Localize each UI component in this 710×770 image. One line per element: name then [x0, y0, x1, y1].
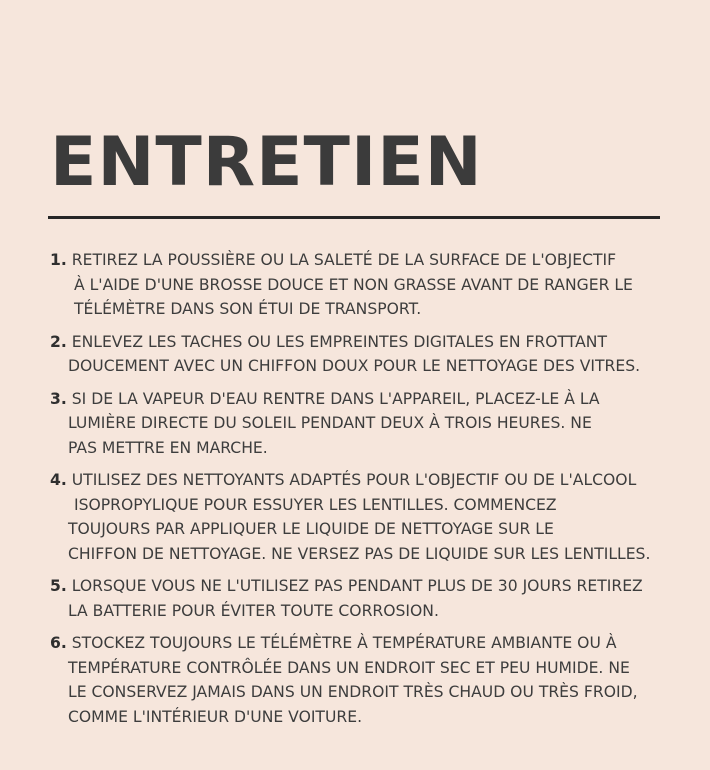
list-item-4	[50, 468, 700, 566]
item-text-line: LUMIÈRE DIRECTE DU SOLEIL PENDANT DEUX À TROIS HEURES. NE	[68, 414, 592, 432]
list-item-3	[50, 387, 700, 461]
item-number: 1.	[50, 251, 67, 269]
item-text-line: ISOPROPYLIQUE POUR ESSUYER LES LENTILLES. COMMENCEZ	[74, 495, 557, 514]
item-text-line: COMME L'INTÉRIEUR D'UNE VOITURE.	[68, 707, 363, 726]
list-item-6	[50, 631, 700, 729]
item-text-line: TÉLÉMÈTRE DANS SON ÉTUI DE TRANSPORT.	[74, 300, 422, 318]
item-text-line: TOUJOURS PAR APPLIQUER LE LIQUIDE DE NETTOYAGE SUR LE	[68, 520, 554, 538]
item-number: 2.	[50, 332, 67, 351]
item-text-line: À L'AIDE D'UNE BROSSE DOUCE ET NON GRASSE AVANT DE RANGER LE	[74, 275, 633, 294]
item-number: 6.	[50, 634, 67, 652]
item-text-line: ENLEVEZ LES TACHES OU LES EMPREINTES DIGITALES EN FROTTANT	[71, 332, 607, 351]
page-title: ENTRETIEN	[50, 123, 483, 202]
list-item-5	[50, 574, 700, 623]
item-number: 4.	[50, 471, 67, 489]
item-text-line: TEMPÉRATURE CONTRÔLÉE DANS UN ENDROIT SEC ET PEU HUMIDE. NE	[68, 658, 630, 677]
item-text-line: LE CONSERVEZ JAMAIS DANS UN ENDROIT TRÈS CHAUD OU TRÈS FROID,	[68, 683, 638, 701]
item-number: 3.	[50, 389, 67, 408]
item-number: 5.	[50, 577, 67, 595]
item-text-line: UTILISEZ DES NETTOYANTS ADAPTÉS POUR L'OBJECTIF OU DE L'ALCOOL	[71, 471, 637, 489]
maintenance-list	[50, 248, 700, 737]
item-text-line: LORSQUE VOUS NE L'UTILISEZ PAS PENDANT PLUS DE 30 JOURS RETIREZ	[71, 577, 643, 595]
item-text-line: LA BATTERIE POUR ÉVITER TOUTE CORROSION.	[68, 601, 439, 620]
list-item-2	[50, 330, 700, 379]
list-item-1	[50, 248, 700, 322]
item-text-line: DOUCEMENT AVEC UN CHIFFON DOUX POUR LE NETTOYAGE DES VITRES.	[68, 357, 641, 375]
item-text-line: SI DE LA VAPEUR D'EAU RENTRE DANS L'APPAREIL, PLACEZ-LE À LA	[71, 389, 600, 408]
item-text-line: STOCKEZ TOUJOURS LE TÉLÉMÈTRE À TEMPÉRATURE AMBIANTE OU À	[71, 634, 617, 652]
item-text-line: PAS METTRE EN MARCHE.	[68, 438, 268, 457]
item-text-line: CHIFFON DE NETTOYAGE. NE VERSEZ PAS DE LIQUIDE SUR LES LENTILLES.	[68, 544, 651, 563]
item-text-line: RETIREZ LA POUSSIÈRE OU LA SALETÉ DE LA SURFACE DE L'OBJECTIF	[71, 251, 617, 269]
title-divider	[48, 216, 660, 219]
